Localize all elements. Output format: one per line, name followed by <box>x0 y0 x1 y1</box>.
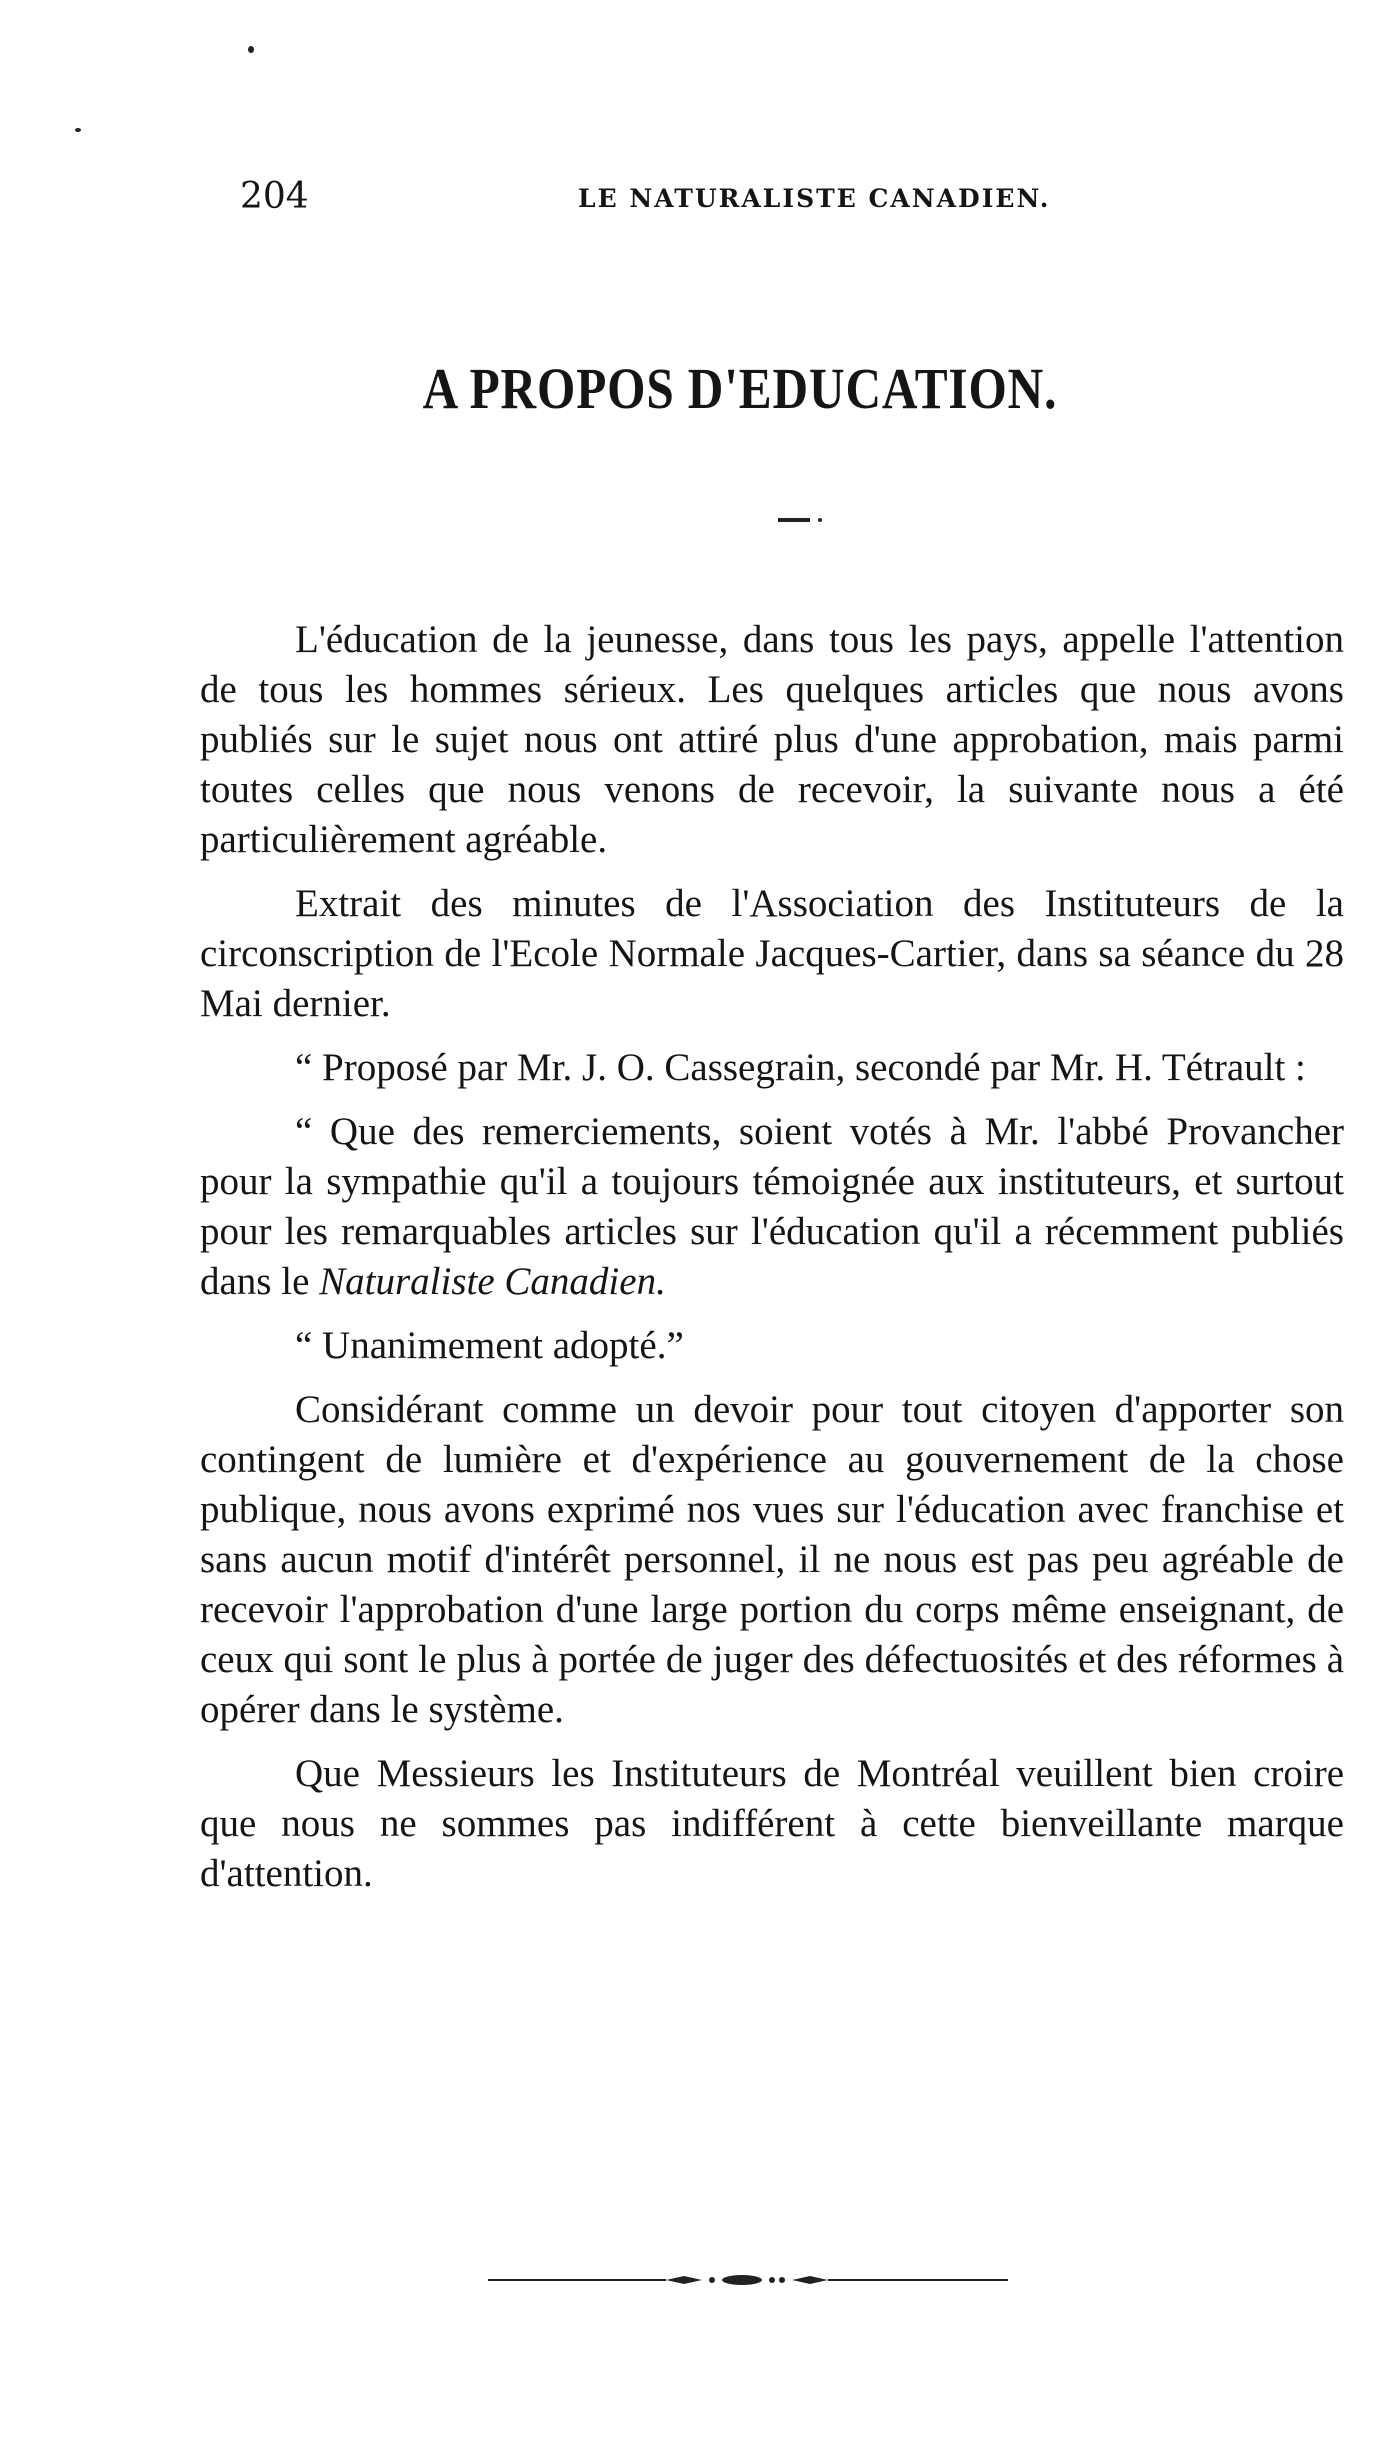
paragraph: Que Messieurs les Instituteurs de Montréal veuillent bien croire que nous ne sommes pas indifférent à cette bienveillante marque d'attention. <box>200 1752 1344 1895</box>
running-head <box>240 170 1060 220</box>
paragraph: Considérant comme un devoir pour tout citoyen d'apporter son contingent de lumière et d'expérience au gouvernement de la chose publique, nous avons exprimé nos vues sur l'éducation avec franchise et sans aucun motif d'intérêt personnel, il ne nous est pas peu agréable de recevoir l'approbation d'une large portion du corps même enseignant, de ceux qui sont le plus à portée de juger des défectuosités et des réformes à opérer dans le système. <box>200 1388 1344 1731</box>
paragraph: “ Proposé par Mr. J. O. Cassegrain, secondé par Mr. H. Tétrault : <box>295 1046 1306 1089</box>
end-ornament <box>488 2270 1008 2290</box>
paragraph: L'éducation de la jeunesse, dans tous les pays, appelle l'attention de tous les hommes sérieux. Les quelques articles que nous avons publiés sur le sujet nous ont attiré plus d'une approbation, mais parmi toutes celles que nous venons de recevoir, la suivante nous a été particulièrement agréable. <box>200 618 1344 861</box>
page-number: 204 <box>240 176 309 217</box>
paragraph: Extrait des minutes de l'Association des Instituteurs de la circonscription de l'Ecole Normale Jacques-Cartier, dans sa séance du 28 Mai dernier. <box>200 882 1344 1025</box>
ink-speck <box>75 128 81 132</box>
paragraph: “ Unanimement adopté.” <box>295 1324 684 1367</box>
article-title: A PROPOS D'EDUCATION. <box>422 356 1058 421</box>
title-rule-dot <box>818 518 822 522</box>
title-rule <box>778 518 810 522</box>
journal-name: Naturaliste Canadien. <box>319 1260 666 1303</box>
journal-title: LE NATURALISTE CANADIEN. <box>578 184 1051 213</box>
paragraph <box>200 1107 1344 1307</box>
ink-speck <box>248 46 254 53</box>
paragraph-text: “ Que des remerciements, soient votés à Mr. l'abbé Provancher pour la sympathie qu'il a toujours témoignée aux instituteurs, et surtout pour les remarquables articles sur l'éducation qu'il a récemment publiés dans le <box>200 1110 1344 1303</box>
article-body <box>200 615 1344 1913</box>
